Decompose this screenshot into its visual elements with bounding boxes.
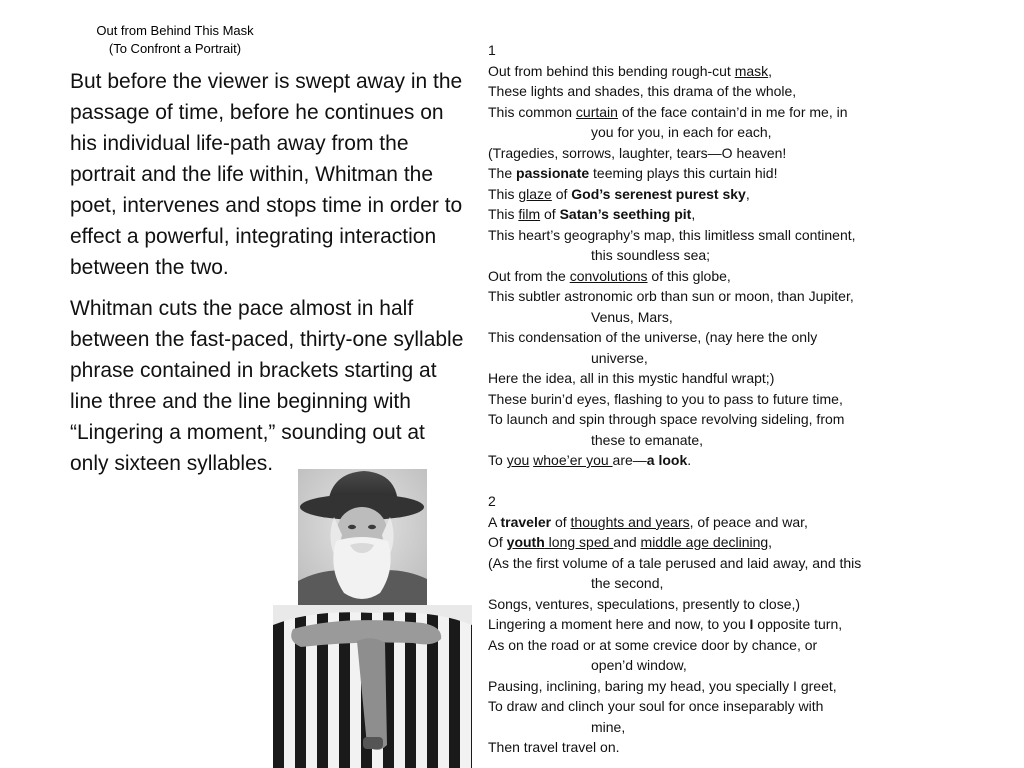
stanza-gap	[488, 471, 918, 492]
poem-line: Out from the convolutions of this globe,	[488, 267, 731, 284]
stanza-number: 2	[488, 493, 496, 509]
poem-line: To you whoe’er you are—a look.	[488, 452, 692, 468]
poem-line: This film of Satan’s seething pit,	[488, 206, 696, 222]
poem-line-continuation: open’d window,	[591, 657, 687, 673]
portrait-illustration	[298, 469, 427, 605]
poem-line: Pausing, inclining, baring my head, you specially I greet,	[488, 677, 837, 694]
poem-line-continuation: Venus, Mars,	[591, 308, 673, 325]
title-line: Out from Behind This Mask	[96, 23, 254, 38]
poem-line: Here the idea, all in this mystic handful wrapt;)	[488, 370, 775, 386]
poem-line: As on the road or at some crevice door by chance, or	[488, 636, 818, 653]
poem-line: The passionate teeming plays this curtain hid!	[488, 165, 778, 181]
poem-line: This glaze of God’s serenest purest sky,	[488, 185, 750, 202]
poem-line: To launch and spin through space revolving sideling, from	[488, 411, 845, 427]
slide-title	[80, 22, 270, 58]
poem-line: This common curtain of the face contain’d in me for me, in	[488, 103, 848, 120]
poem-line: (As the first volume of a tale perused and laid away, and this	[488, 554, 862, 571]
poem-line: Lingering a moment here and now, to you I opposite turn,	[488, 616, 843, 632]
poem-line-continuation: universe,	[591, 349, 648, 366]
poem-line: These burin’d eyes, flashing to you to pass to future time,	[488, 390, 843, 407]
poem-line-continuation: the second,	[591, 575, 664, 591]
poem-line: Out from behind this bending rough-cut mask,	[488, 62, 773, 79]
referee-timeout-photo	[273, 605, 472, 768]
poem-line: This subtler astronomic orb than sun or moon, than Jupiter,	[488, 288, 854, 304]
referee-illustration	[273, 605, 472, 768]
poem-line-continuation: this soundless sea;	[591, 247, 711, 263]
whitman-portrait-photo	[298, 469, 427, 605]
poem-line: These lights and shades, this drama of the whole,	[488, 83, 797, 99]
poem-line: (Tragedies, sorrows, laughter, tears—O heaven!	[488, 144, 787, 161]
poem-line: Of youth long sped and middle age declining,	[488, 534, 773, 550]
poem-line: To draw and clinch your soul for once inseparably with	[488, 698, 824, 714]
poem-text	[488, 40, 918, 758]
commentary-paragraph: But before the viewer is swept away in the passage of time, before he continues on his individual life-path away from the portrait and the life within, Whitman the poet, intervenes and stops time in order to effect a powerful, integrating interaction between the two.	[70, 70, 463, 279]
commentary	[70, 66, 465, 489]
poem-line: This heart’s geography’s map, this limitless small continent,	[488, 226, 856, 243]
subtitle-line: (To Confront a Portrait)	[108, 41, 242, 56]
commentary-paragraph: Whitman cuts the pace almost in half between the fast-paced, thirty-one syllable phrase contained in brackets starting at line three and the line beginning with “Lingering a moment,” sounding out at only sixteen syllables.	[70, 297, 464, 475]
poem-line-continuation: these to emanate,	[591, 431, 704, 448]
stanza-number: 1	[488, 42, 496, 58]
poem-line: This condensation of the universe, (nay here the only	[488, 329, 818, 345]
poem-line: Songs, ventures, speculations, presently to close,)	[488, 595, 801, 612]
poem-line-continuation: you for you, in each for each,	[591, 124, 772, 140]
poem-line: A traveler of thoughts and years, of peace and war,	[488, 513, 808, 530]
poem-line-continuation: mine,	[591, 718, 626, 735]
poem-line: Then travel travel on.	[488, 739, 620, 755]
